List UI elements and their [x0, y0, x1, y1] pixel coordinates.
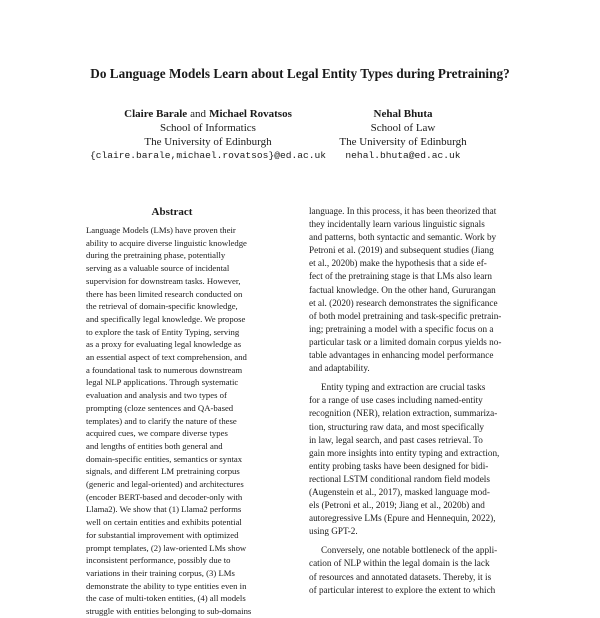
author-block-right: [318, 107, 488, 163]
body-line: ing; pretraining a model with a specific focus on a: [309, 323, 494, 334]
body-line: for a range of use cases including named-entity: [309, 395, 483, 406]
author-email: nehal.bhuta@ed.ac.uk: [345, 150, 461, 161]
body-line: Entity typing and extraction are crucial tasks: [321, 382, 486, 393]
abstract-line: an essential aspect of text comprehension, and: [86, 352, 247, 363]
abstract-line: legal NLP applications. Through systematic: [86, 377, 239, 388]
abstract-line: a foundational task to numerous downstream: [86, 364, 243, 375]
body-line: and patterns, both syntactic and semantic. Work by: [309, 232, 497, 243]
author-institution: The University of Edinburgh: [144, 136, 272, 148]
abstract-line: and specifically legal knowledge. We propose: [86, 313, 246, 324]
body-line: and adaptability.: [309, 363, 370, 374]
abstract-line: serving as a valuable source of incidental: [86, 263, 230, 274]
abstract-line: and lengths of entities both general and: [86, 440, 223, 451]
author-affiliation: School of Informatics: [160, 122, 256, 134]
abstract-line: (encoder BERT-based and decoder-only with: [86, 491, 243, 502]
body-line: particular task or a limited domain corpus yields no-: [309, 336, 502, 347]
abstract-line: ability to acquire diverse linguistic knowledge: [86, 237, 247, 248]
body-line: of both model pretraining and task-specific pretrain-: [309, 310, 502, 321]
abstract-line: signals, and different LM pretraining corpus: [86, 466, 240, 477]
body-line: autoregressive LMs (Epure and Hennequin, 2022),: [309, 513, 496, 524]
body-line: table advantages in enhancing model performance: [309, 350, 494, 361]
body-line: et al., 2020b) make the hypothesis that a side ef-: [309, 258, 487, 269]
author-names: [58, 107, 358, 121]
body-line: Conversely, one notable bottleneck of the appli-: [321, 545, 498, 556]
body-line: in law, legal search, and past cases retrieval. To: [309, 434, 483, 445]
abstract-line: variations in their training corpus, (3) LMs: [86, 567, 235, 578]
body-line: they incidentally learn various linguistic signals: [309, 219, 485, 230]
paper-title: Do Language Models Learn about Legal Entity Types during Pretraining?: [90, 66, 510, 81]
author-name: Michael Rovatsos: [209, 108, 292, 120]
abstract-text: [86, 224, 286, 618]
body-line: gain more insights into entity typing and extraction,: [309, 447, 500, 458]
author-conjunction: and: [190, 108, 207, 120]
abstract-line: templates) and to clarify the nature of these: [86, 415, 237, 426]
author-email: {claire.barale,michael.rovatsos}@ed.ac.uk: [89, 150, 327, 161]
body-line: cation of NLP within the legal domain is the lack: [309, 558, 490, 569]
abstract-line: for substantial improvement with optimized: [86, 529, 239, 540]
abstract-line: inconsistent performance, possibly due to: [86, 555, 231, 566]
abstract-heading: Abstract: [151, 206, 193, 218]
abstract-line: prompt templates, (2) law-oriented LMs show: [86, 542, 247, 553]
abstract-line: Llama2). We show that (1) Llama2 performs: [86, 504, 242, 515]
abstract-line: well on certain entities and exhibits potential: [86, 517, 242, 528]
author-name: Nehal Bhuta: [373, 108, 433, 120]
body-line: language. In this process, it has been theorized that: [309, 206, 497, 216]
abstract-line: domain-specific entities, semantics or syntax: [86, 453, 243, 464]
abstract-line: there has been limited research conducted on: [86, 288, 243, 299]
body-line: fect of the pretraining stage is that LMs also learn: [309, 271, 492, 282]
body-line: els (Petroni et al., 2019; Jiang et al., 2020b) and: [309, 500, 485, 511]
abstract-line: to explore the task of Entity Typing, serving: [86, 326, 240, 337]
abstract-line: the case of multi-token entities, (4) all models: [86, 593, 246, 604]
abstract-line: acquired cues, we compare diverse types: [86, 428, 228, 439]
body-line: Petroni et al. (2019) and subsequent studies (Jiang: [309, 245, 494, 256]
author-institution: The University of Edinburgh: [339, 136, 467, 148]
body-line: (Augenstein et al., 2017), masked language mod-: [309, 486, 490, 497]
body-line: recognition (NER), relation extraction, summariza-: [309, 408, 498, 419]
abstract-line: the retrieval of domain-specific knowledge,: [86, 301, 238, 312]
body-line: of resources and annotated datasets. Thereby, it is: [309, 571, 492, 582]
abstract-line: Language Models (LMs) have proven their: [86, 225, 236, 235]
body-line: et al. (2020) research demonstrates the significance: [309, 297, 498, 308]
abstract-line: during the pretraining phase, potentially: [86, 250, 226, 261]
body-column-right: [309, 205, 534, 597]
abstract-line: supervision for downstream tasks. However,: [86, 275, 241, 286]
body-line: entity probing tasks have been designed for bidi-: [309, 460, 489, 471]
body-line: using GPT-2.: [309, 526, 358, 537]
author-block-left: [58, 107, 358, 163]
author-affiliation: School of Law: [370, 122, 436, 134]
abstract-line: demonstrate the ability to type entities even in: [86, 580, 247, 591]
abstract-line: as a proxy for evaluating legal knowledge as: [86, 339, 242, 350]
abstract-line: (generic and legal-oriented) and architectures: [86, 479, 244, 490]
body-line: factual knowledge. On the other hand, Gururangan: [309, 284, 496, 295]
body-line: of particular interest to explore the extent to which: [309, 584, 496, 595]
author-name: Claire Barale: [124, 108, 188, 120]
body-line: rectional LSTM conditional random field models: [309, 473, 490, 484]
body-line: tion, structuring raw data, and most specifically: [309, 421, 485, 432]
abstract-line: evaluation and analysis and two types of: [86, 390, 227, 401]
abstract-line: prompting (cloze sentences and QA-based: [86, 402, 234, 413]
abstract-line: struggle with entities belonging to sub-domains: [86, 606, 252, 617]
